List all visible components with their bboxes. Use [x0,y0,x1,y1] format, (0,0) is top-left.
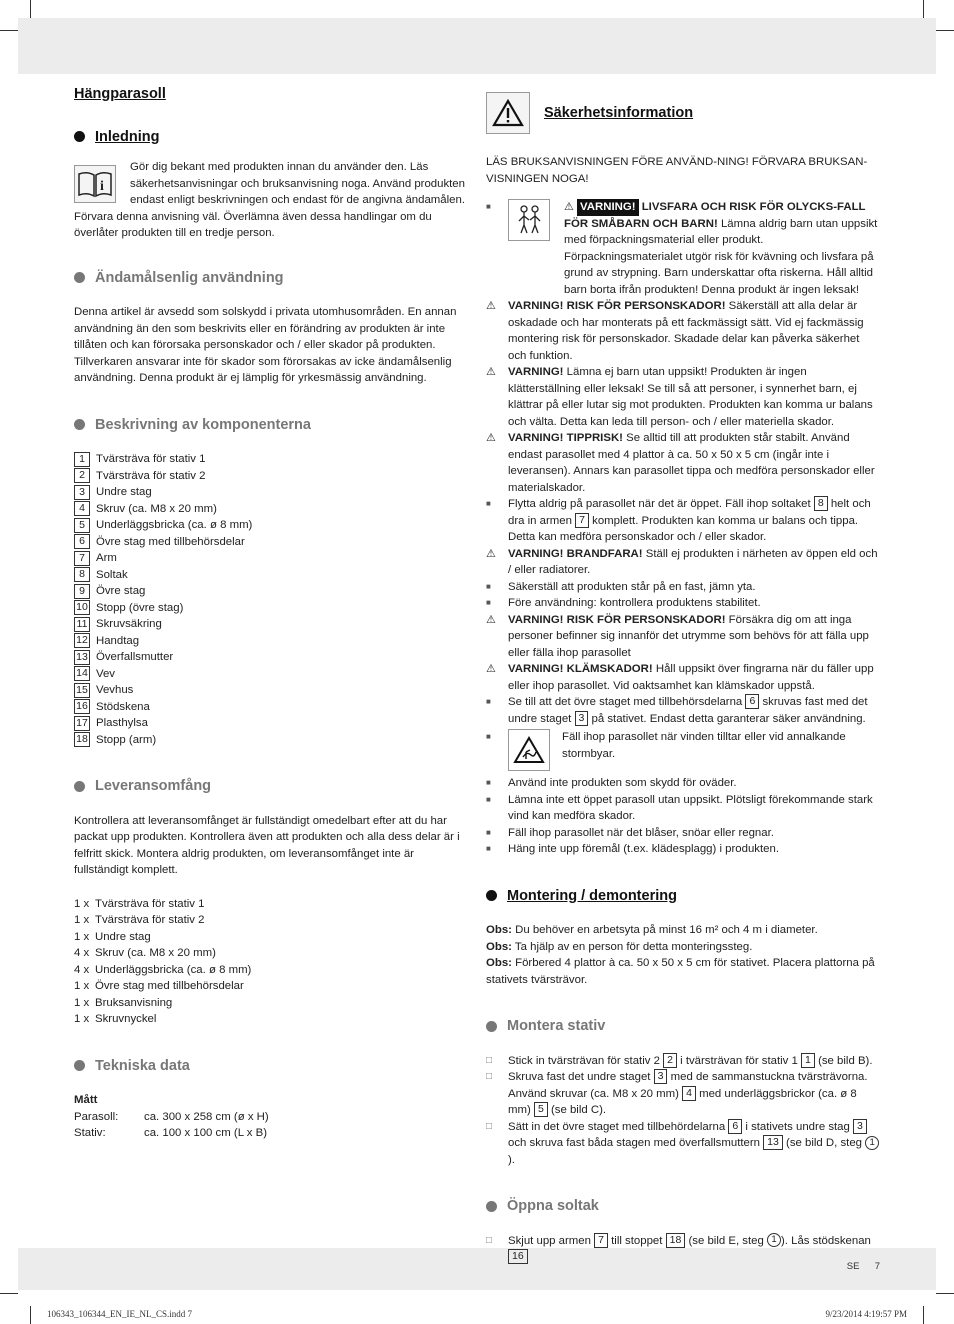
scope-item [74,962,466,979]
scope-qty: 1 x [74,996,90,1009]
manual-info-icon [74,165,116,203]
scope-item [74,929,466,946]
scope-item [74,945,466,962]
component-item [74,699,466,716]
component-item [74,550,466,567]
component-number: 1 [74,452,90,467]
component-label: Skruv (ca. M8 x 20 mm) [96,502,217,515]
tech-sub: Mått [74,1094,98,1106]
component-item [74,715,466,732]
square-bullet: ■ [486,697,491,706]
component-item [74,649,466,666]
scope-qty: 1 x [74,897,90,910]
hollow-square-bullet: □ [486,1071,493,1082]
scope-label: Undre stag [95,930,151,943]
component-number: 7 [74,551,90,566]
scope-qty: 1 x [74,1013,90,1025]
warning-icon [486,92,530,134]
warning-item: ■ Fäll ihop parasollet när det blåser, snöar eller regnar. [486,825,880,842]
scope-item [74,978,466,995]
intro-text: Gör dig bekant med produkten innan du använder den. Läs säkerhetsanvisningar och bruksanvisning noga. Använd produkten endast enligt beskrivningen och endast för de angivna ändamålen. [130,161,465,206]
scope-label: Tvärsträva för stativ 1 [95,897,205,910]
component-label: Stopp (arm) [96,733,157,746]
scope-label: Tvärsträva för stativ 2 [95,914,205,926]
intro-block [74,159,466,242]
warning-triangle-icon: ⚠ [486,613,496,626]
bullet-dot [74,781,85,792]
square-bullet: ■ [486,732,491,741]
component-number: 2 [74,468,90,483]
component-item [74,732,466,749]
warning-item: ■ Häng inte upp föremål (t.ex. klädesplagg) i produkten. [486,841,880,858]
component-number: 3 [74,485,90,500]
square-bullet: ■ [486,598,491,607]
section-heading: Tekniska data [74,1058,466,1075]
component-label: Övre stag [96,585,146,597]
warning-triangle-icon: ⚠ [486,432,496,444]
warning-item: ■ ⚠ VARNING! LIVSFARA OCH RISK FÖR OLYCKS-FALL FÖR SMÅBARN OCH BARN! Lämna aldrig barn utan uppsikt med förpackningsmaterial eller produkt. Förpackningsmaterialet utgör risk för kvävning och livsfara på grund av strypning. Barn underskattar ofta riskerna. Håll alltid barn borta ifrån produkten! Denna produkt är ingen leksak! [486,199,880,298]
scope-list [74,896,466,1028]
warning-triangle-icon: ⚠ [486,663,496,675]
scope-qty: 1 x [74,914,90,926]
component-label: Undre stag [96,486,152,498]
bullet-dot [74,272,85,283]
stand-steps [486,1053,880,1169]
crop-mark [923,0,924,18]
scope-label: Skruv (ca. M8 x 20 mm) [95,947,216,959]
section-heading: Ändamålsenlig användning [74,270,466,287]
section-heading: Montering / demontering [486,888,880,905]
warning-list [486,199,880,858]
component-number: 14 [74,666,90,681]
bullet-dot [486,890,497,901]
component-number: 15 [74,683,90,698]
step-item: □ Skruva fast det undre staget 3 med de sammanstuckna tvärsträvorna. Använd skruvar (ca. M8 x 20 mm) 4 med underläggsbrickor (ca. ø 8 mm) 5 (se bild C). [486,1069,880,1119]
square-bullet: ■ [486,581,491,591]
warning-item: ⚠ VARNING! KLÄMSKADOR! Håll uppsikt över fingrarna när du fäller upp eller ihop parasollet. Vid oaktsamhet kan klämskador uppstå. [486,661,880,694]
svg-text:i: i [100,179,104,194]
component-item [74,484,466,501]
component-label: Handtag [96,634,140,647]
component-label: Stopp (övre stag) [96,601,184,614]
component-list [74,451,466,748]
tech-row [74,1125,466,1142]
page-number: 7 [874,1261,880,1272]
scope-qty: 1 x [74,980,90,992]
component-item [74,501,466,518]
square-bullet: ■ [486,827,491,837]
scope-qty: 4 x [74,963,90,976]
component-item [74,633,466,650]
crop-mark [923,1306,924,1324]
section-heading: Inledning [74,129,466,146]
component-label: Tvärsträva för stativ 2 [96,469,206,482]
section-heading: Leveransomfång [74,778,466,795]
warning-item: ■ Flytta aldrig på parasollet när det är öppet. Fäll ihop soltaket 8 helt och dra in armen 7 komplett. Produkten kan komma ur balans och tippa. Detta kan medföra personskador och / eller skador. [486,496,880,546]
scope-qty: 1 x [74,930,90,943]
component-label: Stödskena [96,700,150,713]
right-column [486,92,880,1266]
square-bullet: ■ [486,499,491,508]
crop-mark [936,30,954,31]
crop-mark [0,30,18,31]
scope-item [74,1011,466,1028]
tech-key: Parasoll: [74,1110,119,1123]
component-item [74,468,466,485]
component-label: Soltak [96,568,128,581]
use-text: Denna artikel är avsedd som solskydd i privata utomhusområden. En annan användning än den som beskrivits eller en förändring av produkten är inte tillåten och kan förorsaka personskador och / eller skador på produkten. Tillverkaren ansvarar inte för skador som förorsakas av icke ändamålsenlig användning. Denna produkt är ej lämplig för yrkesmässig användning. [74,306,457,384]
component-number: 9 [74,584,90,599]
fire-warning-icon: ⚠ [486,547,496,560]
scope-label: Skruvnyckel [95,1013,157,1025]
tech-row [74,1109,466,1126]
warning-item: ■ Före användning: kontrollera produktens stabilitet. [486,595,880,612]
component-item [74,517,466,534]
page-footer [847,1259,880,1276]
tech-value: ca. 100 x 100 cm (L x B) [144,1127,268,1139]
component-item [74,600,466,617]
safety-heading: Säkerhetsinformation [544,104,694,121]
tech-value: ca. 300 x 258 cm (ø x H) [144,1110,269,1123]
warning-triangle-icon: ⚠ [486,366,496,378]
footer-file: 106343_106344_EN_IE_NL_CS.indd 7 [47,1309,192,1319]
component-number: 13 [74,650,90,665]
bullet-dot [486,1021,497,1032]
component-label: Plasthylsa [96,717,148,729]
square-bullet: ■ [486,794,491,804]
section-heading: Öppna soltak [486,1198,880,1215]
component-number: 6 [74,534,90,549]
crop-mark [30,0,31,18]
hollow-square-bullet: □ [486,1054,493,1066]
scope-item [74,912,466,929]
warning-item: ⚠ VARNING! Lämna ej barn utan uppsikt! Produkten är ingen klätterställning eller leksak! Se till så att personer, i synnerhet barn, ej klättrar på eller lutar sig mot produkten. Produkten kan komma ur balans och välta. Detta kan leda till person- och / eller materiella skador. [486,364,880,430]
obs-notes: Obs: Du behöver en arbetsyta på minst 16 m² och 4 m i diameter. Obs: Ta hjälp av en person för detta monteringssteg. Obs: Förbered 4 plattor à ca. 50 x 50 x 5 cm för stativet. Placera plattorna på stativets tvärsträvor. [486,924,875,986]
hollow-square-bullet: □ [486,1234,493,1246]
crop-mark [936,1293,954,1294]
square-bullet: ■ [486,844,491,853]
safety-caps: LÄS BRUKSANVISNINGEN FÖRE ANVÄND-NING! FÖRVARA BRUKSAN-VISNINGEN NOGA! [486,156,868,185]
hollow-square-bullet: □ [486,1120,493,1132]
warning-item: ■ Fäll ihop parasollet när vinden tilltar eller vid annalkande stormbyar. [486,729,880,771]
left-column [74,86,466,1142]
crop-mark [0,1293,18,1294]
warning-item: ■ Lämna inte ett öppet parasoll utan uppsikt. Plötsligt förekommande stark vind kan medföra skador. [486,792,880,825]
crop-mark [30,1306,31,1324]
warning-item: ⚠ VARNING! BRANDFARA! Ställ ej produkten i närheten av öppen eld och / eller radiatorer. [486,546,880,579]
square-bullet: ■ [486,778,491,787]
component-item [74,583,466,600]
warning-label: VARNING! [577,199,638,216]
scope-text: Kontrollera att leveransomfånget är fullständigt omedelbart efter att du har packat upp produkten. Kontrollera även att produkten och alla dess delar är i felfritt skick. Montera aldrig produkten, om leveransomfånget inte är fullständigt komplett. [74,814,460,876]
component-number: 11 [74,617,90,632]
component-number: 16 [74,699,90,714]
child-warning-icon [508,199,550,241]
component-number: 18 [74,732,90,747]
scope-qty: 4 x [74,947,90,959]
warning-triangle-icon: ⚠ [486,300,496,312]
scope-label: Övre stag med tillbehörsdelar [95,980,244,992]
scope-item [74,896,466,913]
scope-label: Bruksanvisning [95,996,173,1009]
intro-text-2: Förvara denna anvisning väl. Överlämna även dessa handlingar om du överlåter produkten till en tredje person. [74,210,432,239]
component-label: Övre stag med tillbehörsdelar [96,535,245,548]
open-steps [486,1233,880,1266]
square-bullet: ■ [486,202,491,211]
step-item: □ Skjut upp armen 7 till stoppet 18 (se bild E, steg 1 ). Lås stödskenan 16 [486,1233,880,1266]
component-item [74,567,466,584]
component-item [74,534,466,551]
component-item [74,616,466,633]
component-item [74,451,466,468]
step-item: □ Sätt in det övre staget med tillbehördelarna 6 i stativets undre stag 3 och skruva fast båda stagen med överfallsmuttern 13 (se bild D, steg 1). [486,1119,880,1169]
warning-item: ■ Säkerställ att produkten står på en fast, jämn yta. [486,579,880,596]
component-label: Underläggsbricka (ca. ø 8 mm) [96,519,253,531]
component-label: Arm [96,552,117,564]
section-heading: Beskrivning av komponenterna [74,417,466,434]
component-item [74,682,466,699]
bullet-dot [74,419,85,430]
bullet-dot [74,131,85,142]
tech-table [74,1109,466,1142]
warning-triangle-icon: ⚠ [564,201,574,213]
footer-date: 9/23/2014 4:19:57 PM [825,1309,907,1319]
warning-item: ⚠ VARNING! RISK FÖR PERSONSKADOR! Säkerställ att alla delar är oskadade och har monterats på ett fackmässigt sätt. Vid ej fackmässig montering risk för personskador. Skadade delar kan påverka säkerhet och funktion. [486,298,880,364]
step-item: □ Stick in tvärsträvan för stativ 2 2 i tvärsträvan för stativ 1 1 (se bild B). [486,1053,880,1070]
tech-key: Stativ: [74,1127,106,1139]
section-heading: Montera stativ [486,1018,880,1035]
component-number: 12 [74,633,90,648]
header-band [18,18,936,74]
scope-item [74,995,466,1012]
warning-item: ■ Se till att det övre staget med tillbehörsdelarna 6 skruvas fast med det undre staget 3 på stativet. Endast detta garanterar säker användning. [486,694,880,727]
component-label: Vevhus [96,684,134,696]
component-number: 17 [74,716,90,731]
component-number: 8 [74,567,90,582]
component-label: Skruvsäkring [96,618,162,630]
page-title: Hängparasoll [74,86,166,102]
component-number: 4 [74,501,90,516]
wind-warning-icon [508,729,550,771]
component-number: 10 [74,600,90,615]
component-label: Vev [96,667,115,680]
component-item [74,666,466,683]
warning-item: ⚠ VARNING! TIPPRISK! Se alltid till att produkten står stabilt. Använd endast parasollet med 4 plattor à ca. 50 x 50 x 5 cm (ingår inte i leveransen). Annars kan parasollet tippa och medföra personskador eller materialskador. [486,430,880,496]
bullet-dot [486,1201,497,1212]
footer-lang: SE [846,1261,860,1272]
component-label: Överfallsmutter [96,651,174,663]
scope-label: Underläggsbricka (ca. ø 8 mm) [95,963,252,976]
bullet-dot [74,1060,85,1071]
component-label: Tvärsträva för stativ 1 [96,453,206,465]
component-number: 5 [74,518,90,533]
warning-item: ⚠ VARNING! RISK FÖR PERSONSKADOR! Försäkra dig om att inga personer befinner sig innanför det utrymme som behövs för att fälla upp eller fälla ihop parasollet [486,612,880,662]
warning-item: ■ Använd inte produkten som skydd för oväder. [486,775,880,792]
